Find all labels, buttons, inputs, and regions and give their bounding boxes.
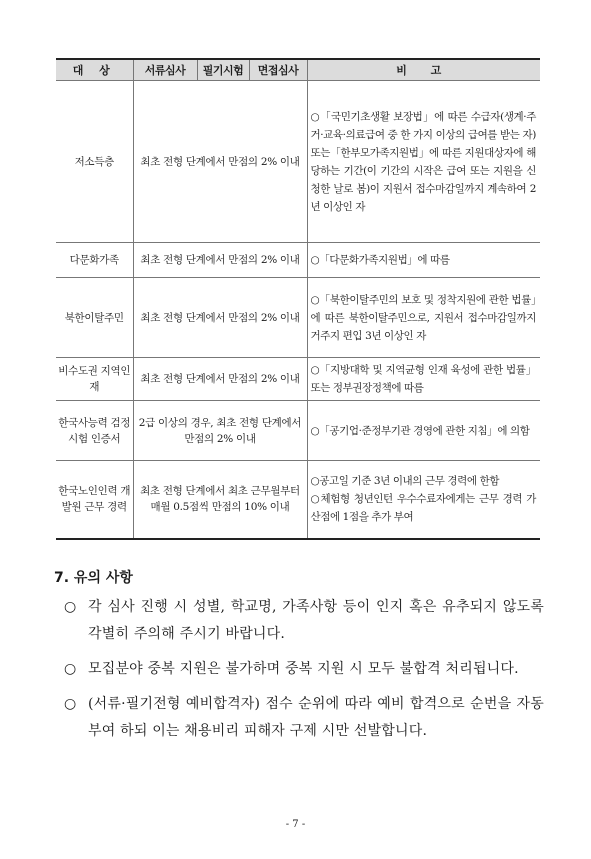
row-remarks [307,81,540,243]
remark-text: ○「다문화가족지원법」에 따름 [310,254,450,266]
circle-bullet-icon: ○ [64,599,77,615]
row-target: 다문화가족 [56,243,133,278]
circle-bullet-icon: ○ [64,696,77,712]
list-item [64,691,544,745]
remark-text: ○체험형 청년인턴 우수수료자에게는 근무 경력 가산점에 1점을 추가 부여 [310,493,536,524]
header-written-test: 필기시험 [197,59,249,81]
list-item-text: 모집분야 중복 지원은 불가하며 중복 지원 시 모두 불합격 처리됩니다. [88,661,519,677]
row-target: 저소득층 [56,81,133,243]
list-item-text: 각 심사 진행 시 성별, 학교명, 가족사항 등이 인지 혹은 유추되지 않도록 각별히 주의해 주시기 바랍니다. [88,599,544,642]
header-interview: 면접심사 [249,59,307,81]
remark-text: ○「지방대학 및 지역균형 인재 육성에 관한 법률」 또는 정부권장정책에 따름 [310,364,536,394]
table-row [56,243,540,278]
table-row [56,401,540,461]
list-item-text: (서류·필기전형 예비합격자) 점수 순위에 따라 예비 합격으로 순번을 자동 부여 하되 이는 채용비리 피해자 구제 시만 선발합니다. [88,696,544,739]
remark-text: ○「공기업·준정부기관 경영에 관한 지침」에 의함 [310,424,530,437]
row-remarks [307,243,540,278]
header-target: 대 상 [56,59,133,81]
row-criteria: 최초 전형 단계에서 만점의 2% 이내 [133,81,307,243]
table-row [56,461,540,539]
page-number: - 7 - [285,819,306,830]
table-row [56,278,540,358]
notice-list [64,594,544,753]
row-remarks [307,401,540,461]
remark-text: ○「국민기초생활 보장법」에 따른 수급자(생계·주거·교육·의료급여 중 한 가지 이상의 급여를 받는 자) 또는「한부모가족지원법」에 따른 지원대상자에 해당하는 기간(이 기간의 시작은 급여 또는 지원을 신청한 날로 봄)이 지원서 접수마감일까지 계속하여 2년 이상인 자 [310,110,536,213]
row-criteria: 최초 전형 단계에서 최초 근무월부터 매월 0.5점씩 만점의 10% 이내 [133,461,307,539]
header-document-review: 서류심사 [133,59,197,81]
bonus-points-table [56,58,540,540]
row-remarks [307,278,540,358]
row-target: 북한이탈주민 [56,278,133,358]
table-header-row [56,59,540,81]
row-remarks [307,461,540,539]
row-remarks [307,358,540,401]
remark-text: ○「북한이탈주민의 보호 및 정착지원에 관한 법률」에 따른 북한이탈주민으로, 지원서 접수마감일까지 거주지 편입 3년 이상인 자 [310,293,536,342]
list-item [64,594,544,648]
row-criteria: 최초 전형 단계에서 만점의 2% 이내 [133,358,307,401]
row-criteria: 2급 이상의 경우, 최초 전형 단계에서 만점의 2% 이내 [133,401,307,461]
row-criteria: 최초 전형 단계에서 만점의 2% 이내 [133,278,307,358]
row-target: 한국사능력 검정시험 인증서 [56,401,133,461]
section-title: 7. 유의 사항 [54,570,133,586]
remark-text: ○공고일 기준 3년 이내의 근무 경력에 한함 [310,475,500,488]
table-row [56,81,540,243]
row-criteria: 최초 전형 단계에서 만점의 2% 이내 [133,243,307,278]
header-remarks: 비 고 [307,59,540,81]
row-target: 비수도권 지역인재 [56,358,133,401]
row-target: 한국노인인력 개발원 근무 경력 [56,461,133,539]
circle-bullet-icon: ○ [64,661,77,677]
list-item [64,656,544,683]
table-row [56,358,540,401]
